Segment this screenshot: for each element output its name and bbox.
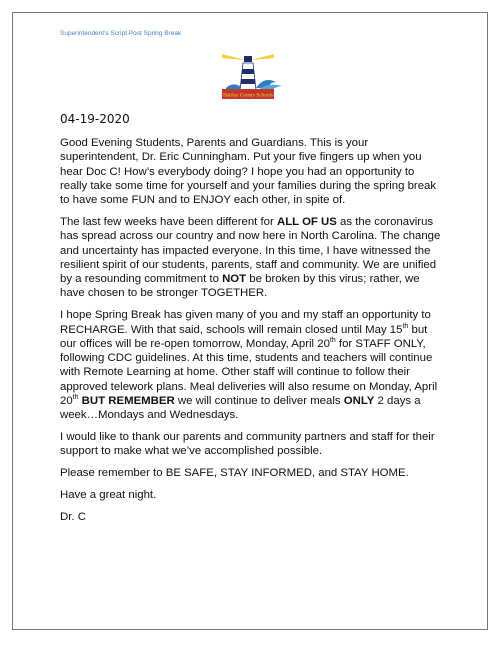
- document-header-note: Superintendent's Script Post Spring Break: [60, 30, 182, 37]
- paragraph-spring-break: I hope Spring Break has given many of you and my staff an opportunity to RECHARGE. With that said, schools will remain closed until May 15th but our offices will be re-open tomorrow, Monday, April 20th for STAFF ONLY, following CDC guidelines. At this time, students and teachers will continue with Remote Learning at home. Other staff will continue to follow their approved telework plans. Meal deliveries will also resume on Monday, April 20th BUT REMEMBER we will continue to deliver meals ONLY 2 days a week…Mondays and Wednesdays.: [60, 309, 438, 422]
- signature: Dr. C: [60, 510, 86, 523]
- paragraph-greeting: Good Evening Students, Parents and Guardians. This is your superintendent, Dr. Eric Cunningham. Put your five fingers up when you hear Doc C! How’s everybody doing? I hope you had an opportunity to really take some time for yourself and your families during the spring break to have some FUN and to ENJOY each other, in spite of.: [60, 137, 437, 207]
- logo-banner-text: Halifax County Schools: [223, 92, 273, 99]
- school-logo: [212, 52, 284, 104]
- paragraph-closing: Have a great night.: [60, 489, 157, 502]
- letter-body: [60, 136, 442, 532]
- paragraph-thanks: I would like to thank our parents and community partners and staff for their support to make what we’ve accomplished possible.: [60, 431, 435, 458]
- paragraph-coronavirus: The last few weeks have been different for ALL OF US as the coronavirus has spread across our country and now here in North Carolina. The change and uncertainty has impacted everyone. In this time, I have witnessed the resilient spirit of our students, parents, staff and community. We are unified by a resounding commitment to NOT be broken by this virus; rather, we have chosen to be stronger TOGETHER.: [60, 215, 441, 300]
- letter-date: 04-19-2020: [60, 112, 130, 126]
- paragraph-reminder: Please remember to BE SAFE, STAY INFORMED, and STAY HOME.: [60, 467, 409, 480]
